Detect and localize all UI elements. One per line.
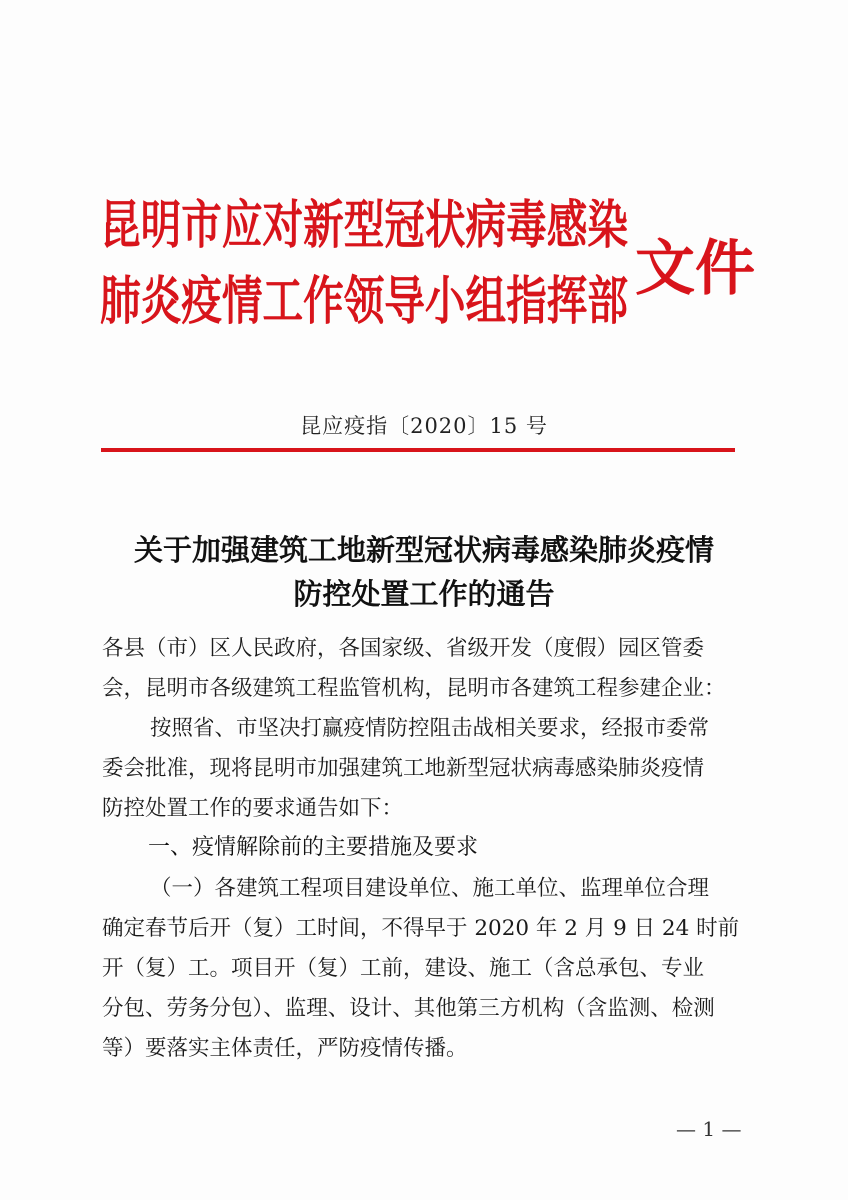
document-number: 昆应疫指〔2020〕15 号 [300,414,548,438]
item1-line-5: 等）要落实主体责任，严防疫情传播。 [102,1036,468,1061]
notice-title-line-2: 防控处置工作的通告 [293,577,555,611]
intro-line-3: 防控处置工作的要求通告如下： [102,796,404,821]
agency-name-line-1: 昆明市应对新型冠状病毒感染 [100,196,629,256]
red-divider [101,448,735,452]
item1-line-3: 开（复）工。项目开（复）工前，建设、施工（含总承包、专业 [102,956,705,981]
intro-line-2: 委会批准，现将昆明市加强建筑工地新型冠状病毒感染肺炎疫情 [102,756,705,781]
intro-line-1: 按照省、市坚决打赢疫情防控阻击战相关要求，经报市委常 [150,716,710,741]
agency-name-line-2: 肺炎疫情工作领导小组指挥部 [100,272,629,332]
page-number: — 1 — [676,1117,742,1141]
section-heading-1: 一、疫情解除前的主要措施及要求 [148,835,479,860]
item1-line-1: （一）各建筑工程项目建设单位、施工单位、监理单位合理 [150,876,710,901]
addressee-line-1: 各县（市）区人民政府，各国家级、省级开发（度假）园区管委 [102,636,705,661]
item1-line-4: 分包、劳务分包）、监理、设计、其他第三方机构（含监测、检测 [102,996,715,1021]
red-header [100,192,755,342]
document-word: 文件 [635,234,755,304]
addressee-line-2: 会，昆明市各级建筑工程监管机构，昆明市各建筑工程参建企业： [102,676,726,701]
notice-title-line-1: 关于加强建筑工地新型冠状病毒感染肺炎疫情 [134,533,715,567]
item1-line-2: 确定春节后开（复）工时间，不得早于 2020 年 2 月 9 日 24 时前 [102,916,740,941]
